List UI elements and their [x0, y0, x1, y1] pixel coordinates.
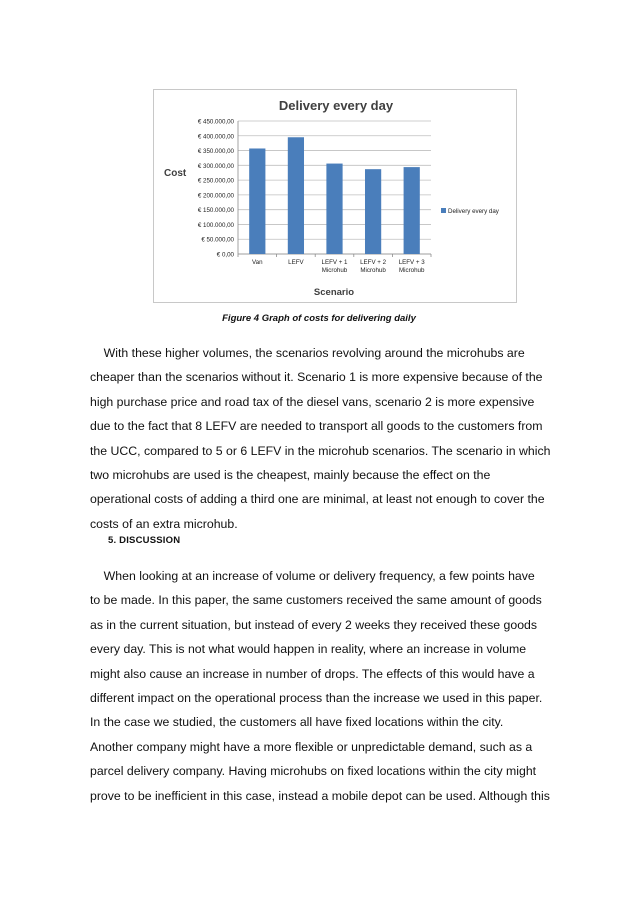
y-tick-label: € 300.000,00: [197, 162, 234, 170]
bar: [249, 148, 265, 254]
text-line: every day. This is not what would happen in reality, where an increase in volume: [90, 642, 527, 657]
legend-swatch: [441, 208, 446, 213]
text-line: as in the current situation, but instead of every 2 weeks they received these goods: [90, 617, 538, 632]
x-tick-label: Van: [252, 259, 263, 266]
text-line: different impact on the operational process than the increase we used in this paper.: [90, 691, 543, 706]
text-line: due to the fact that 8 LEFV are needed to transport all goods to the customers from: [90, 419, 543, 434]
x-tick-label: LEFV + 1: [321, 259, 348, 266]
bar: [365, 169, 381, 254]
x-tick-label: Microhub: [360, 267, 386, 274]
x-tick-label: Microhub: [321, 267, 348, 274]
y-tick-label: € 200.000,00: [197, 192, 234, 200]
y-tick-label: € 100.000,00: [197, 221, 234, 229]
text-line: With these higher volumes, the scenarios revolving around the microhubs are: [90, 346, 525, 360]
bar: [326, 164, 342, 254]
y-axis-label: Cost: [164, 168, 187, 179]
text-line: high purchase price and road tax of the diesel vans, scenario 2 is more expensive: [90, 394, 535, 409]
figure-chart: [153, 89, 517, 303]
text-line: parcel delivery company. Having microhubs on fixed locations within the city might: [90, 764, 537, 779]
y-tick-label: € 350.000,00: [197, 148, 234, 156]
bar-chart: [154, 90, 518, 304]
text-line: might also cause an increase in number of drops. The effects of this would have a: [90, 666, 535, 681]
figure-caption: Figure 4 Graph of costs for delivering daily: [222, 313, 416, 324]
legend-label: Delivery every day: [448, 208, 499, 215]
x-tick-label: Microhub: [398, 267, 425, 274]
y-tick-label: € 450.000,00: [197, 118, 234, 126]
bar: [404, 167, 420, 254]
y-tick-label: € 150.000,00: [197, 207, 234, 215]
text-line: Another company might have a more flexible or unpredictable demand, such as a: [90, 739, 533, 754]
text-line: two microhubs are used is the cheapest, mainly because the effect on the: [90, 468, 491, 483]
x-tick-label: LEFV + 2: [360, 259, 387, 266]
text-line: When looking at an increase of volume or delivery frequency, a few points have: [90, 569, 535, 583]
x-tick-label: LEFV: [288, 259, 304, 266]
x-tick-label: LEFV + 3: [398, 259, 425, 266]
chart-title: Delivery every day: [278, 98, 394, 113]
text-line: the UCC, compared to 5 or 6 LEFV in the microhub scenarios. The scenario in which: [90, 443, 551, 458]
bar: [288, 137, 304, 254]
text-line: operational costs of adding a third one are minimal, at least not enough to cover the: [90, 492, 545, 507]
paragraph-results: [90, 341, 590, 536]
y-tick-label: € 0,00: [216, 251, 234, 259]
x-axis-label: Scenario: [313, 287, 355, 298]
y-tick-label: € 400.000,00: [197, 133, 234, 141]
y-tick-label: € 250.000,00: [197, 177, 234, 185]
text-line: cheaper than the scenarios without it. Scenario 1 is more expensive because of the: [90, 370, 543, 385]
text-line: In the case we studied, the customers all have fixed locations within the city.: [90, 715, 504, 730]
section-heading: 5. DISCUSSION: [108, 535, 181, 546]
paragraph-discussion: [90, 564, 590, 808]
text-line: prove to be inefficient in this case, instead a mobile depot can be used. Although this: [90, 788, 550, 803]
text-line: costs of an extra microhub.: [90, 516, 238, 531]
y-tick-label: € 50.000,00: [201, 236, 234, 244]
text-line: to be made. In this paper, the same customers received the same amount of goods: [90, 593, 542, 608]
